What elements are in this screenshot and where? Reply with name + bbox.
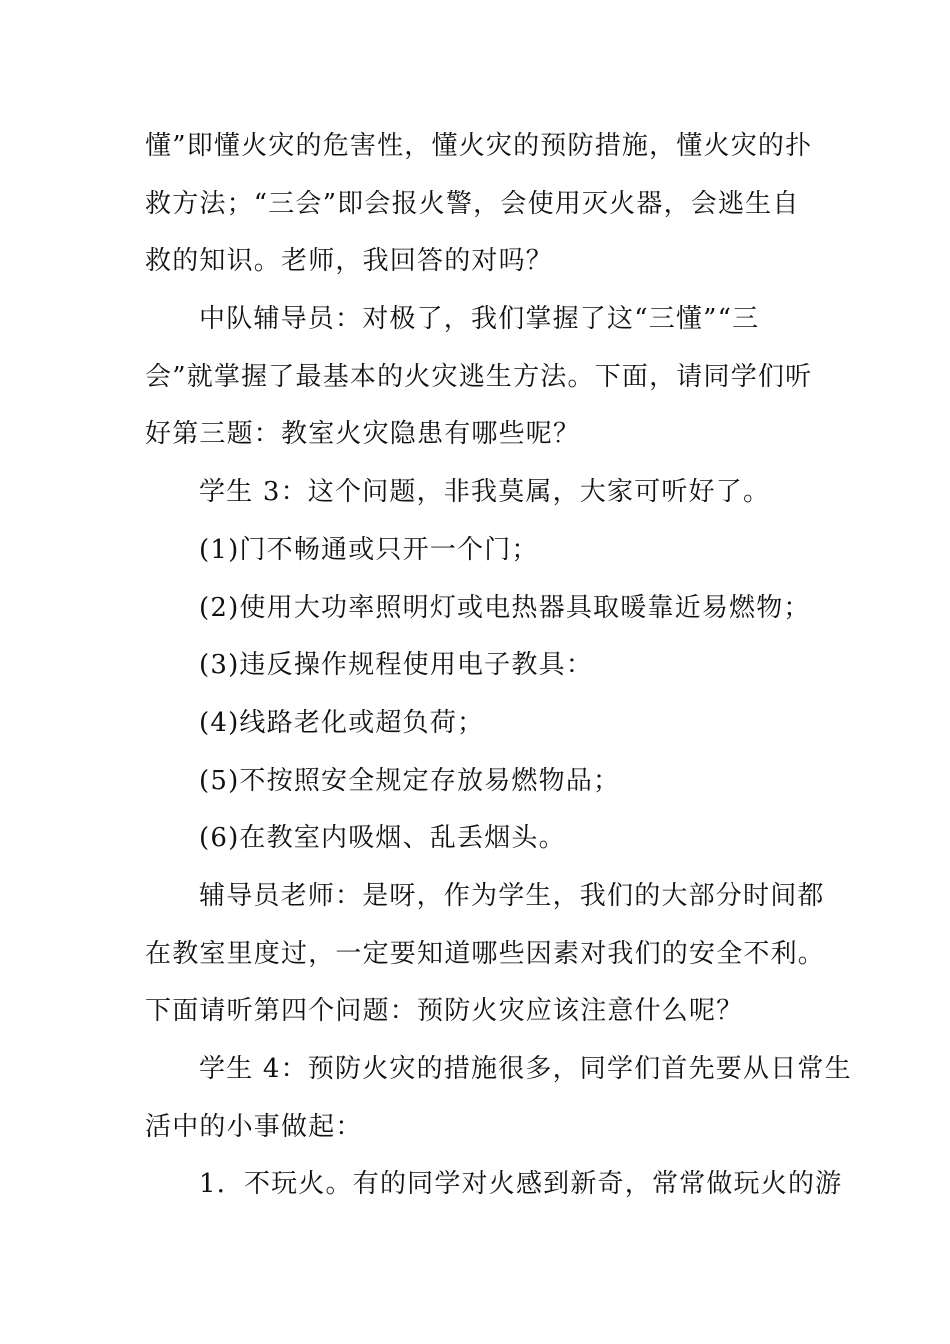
list-item: (5)不按照安全规定存放易燃物品； (199, 765, 621, 796)
text-line: 1．不玩火。有的同学对火感到新奇，常常做玩火的游 (199, 1169, 843, 1200)
text-line: 救的知识。老师，我回答的对吗？ (145, 246, 554, 277)
text-line: 懂”即懂火灾的危害性，懂火灾的预防措施，懂火灾的扑 (145, 131, 813, 161)
text-line: 下面请听第四个问题：预防火灾应该注意什么呢？ (145, 996, 744, 1027)
list-item: (2)使用大功率照明灯或电热器具取暖靠近易燃物； (199, 592, 811, 623)
text-line: 在教室里度过，一定要知道哪些因素对我们的安全不利。 (145, 938, 826, 969)
text-line: 活中的小事做起： (145, 1111, 363, 1142)
text-line: 好第三题：教室火灾隐患有哪些呢？ (145, 419, 581, 450)
text-line: 学生 3：这个问题，非我莫属，大家可听好了。 (199, 477, 771, 508)
list-item: (3)违反操作规程使用电子教具： (199, 650, 594, 681)
text-line: 学生 4：预防火灾的措施很多，同学们首先要从日常生 (199, 1054, 852, 1084)
list-item: (4)线路老化或超负荷； (199, 707, 485, 738)
list-item: (6)在教室内吸烟、乱丢烟头。 (199, 823, 566, 854)
text-line: 辅导员老师：是呀，作为学生，我们的大部分时间都 (199, 880, 825, 911)
document-body (145, 118, 852, 1214)
text-line: 会”就掌握了最基本的火灾逃生方法。下面，请同学们听 (145, 361, 813, 392)
list-item: (1)门不畅通或只开一个门； (199, 534, 539, 565)
text-line: 中队辅导员：对极了，我们掌握了这“三懂”“三 (199, 304, 760, 335)
text-line: 救方法；“三会”即会报火警，会使用灭火器，会逃生自 (145, 188, 800, 219)
